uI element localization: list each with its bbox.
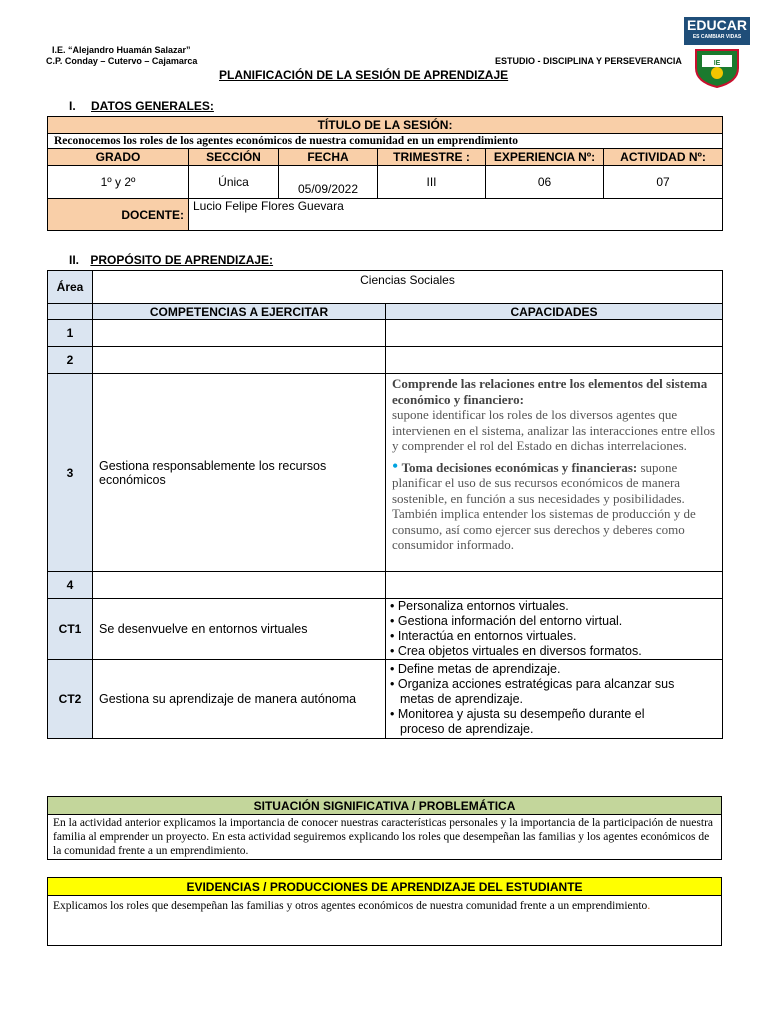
evidencias-body (48, 896, 722, 946)
col-experiencia: EXPERIENCIA Nº: (486, 149, 604, 166)
area-value: Ciencias Sociales (93, 271, 723, 304)
ct1-cap-3: • Interactúa en entornos virtuales. (390, 629, 577, 643)
page-title: PLANIFICACIÓN DE LA SESIÓN DE APRENDIZAJE (219, 68, 509, 82)
val-experiencia: 06 (486, 166, 604, 199)
section-2-heading (69, 253, 273, 267)
cap-2-text: supone planificar el uso de sus recursos económicos de manera sostenible, en función a sus necesidades y posibilidades. También implica entender los sistemas de producción y de consumo, así como ejercer sus derechos y deberes como consumidor informado. (392, 459, 696, 552)
area-label: Área (48, 271, 93, 304)
school-name: I.E. “Alejandro Huamán Salazar” (52, 45, 191, 55)
val-grado: 1º y 2º (48, 166, 189, 199)
cap-2 (392, 455, 716, 553)
col-fecha: FECHA (279, 149, 378, 166)
row-num-4: 4 (48, 572, 93, 599)
cap-1-text: supone identificar los roles de los diversos agentes que intervienen en el sistema, analizar las interacciones entre ellos y comprender el rol del Estado en dichas interrelaciones. (392, 407, 716, 453)
ct1-comp: Se desenvuelve en entornos virtuales (93, 599, 386, 660)
val-seccion: Única (189, 166, 279, 199)
row-1-comp (93, 320, 386, 347)
shield-letters: IE (713, 60, 721, 67)
row-num-1: 1 (48, 320, 93, 347)
ct1-cap-4: • Crea objetos virtuales en diversos formatos. (390, 644, 642, 658)
evidencias-text: Explicamos los roles que desempeñan las familias y otros agentes económicos de nuestra comunidad frente a un emprendimiento (53, 900, 648, 912)
ct1-cap-1: • Personaliza entornos virtuales. (390, 599, 569, 613)
row-num-ct2: CT2 (48, 660, 93, 739)
school-shield-icon (692, 46, 742, 88)
col-actividad: ACTIVIDAD Nº: (604, 149, 723, 166)
logo-subtitle: ES CAMBIAR VIDAS (692, 34, 742, 40)
school-motto: ESTUDIO - DISCIPLINA Y PERSEVERANCIA (495, 56, 682, 66)
section-1-heading (69, 99, 214, 113)
row-1-cap (386, 320, 723, 347)
col-seccion: SECCIÓN (189, 149, 279, 166)
school-location: C.P. Conday – Cutervo – Cajamarca (46, 56, 198, 66)
logo-title: EDUCAR (687, 17, 747, 33)
evidencias-end-mark: . (647, 900, 651, 912)
titulo-value: Reconocemos los roles de los agentes económicos de nuestra comunidad en un emprendimiento (48, 134, 723, 149)
val-trimestre: III (378, 166, 486, 199)
ct2-comp: Gestiona su aprendizaje de manera autónoma (93, 660, 386, 739)
ct1-capacidades (386, 599, 723, 660)
section-1-number: I. (69, 99, 76, 113)
col-capacidades: CAPACIDADES (386, 304, 723, 320)
cap-1-title: Comprende las relaciones entre los elementos del sistema económico y financiero: (392, 376, 708, 407)
ct2-cap-1: • Define metas de aprendizaje. (390, 661, 561, 676)
ct2-cap-2: • Organiza acciones estratégicas para alcanzar sus (390, 676, 675, 691)
section-1-label: DATOS GENERALES: (91, 99, 214, 113)
val-actividad: 07 (604, 166, 723, 199)
titulo-label: TÍTULO DE LA SESIÓN: (48, 117, 723, 134)
row-2-cap (386, 347, 723, 374)
situacion-text: En la actividad anterior explicamos la importancia de conocer nuestras características personales y la importancia de la participación de nuestra familia al emprender un proyecto. En esta actividad seguiremos explicando los roles que desempeñan las familias y los agentes económicos de la comunidad frente a un emprendimiento. (48, 815, 722, 860)
row-4-comp (93, 572, 386, 599)
row-4-cap (386, 572, 723, 599)
row-num-2: 2 (48, 347, 93, 374)
situacion-table (47, 796, 722, 860)
row-2-comp (93, 347, 386, 374)
ct1-cap-2: • Gestiona información del entorno virtual. (390, 614, 623, 628)
row-num-ct1: CT1 (48, 599, 93, 660)
val-fecha: 05/09/2022 (279, 166, 378, 199)
educar-logo (684, 17, 750, 45)
situacion-title: SITUACIÓN SIGNIFICATIVA / PROBLEMÁTICA (48, 797, 722, 815)
bullet-icon: • (392, 455, 399, 476)
ct2-capacidades (386, 660, 723, 739)
ct2-cap-2-cont: metas de aprendizaje. (400, 691, 523, 706)
ct2-cap-3-cont: proceso de aprendizaje. (400, 721, 534, 736)
docente-value: Lucio Felipe Flores Guevara (189, 199, 723, 231)
row-3-capacidades (386, 374, 723, 572)
docente-label: DOCENTE: (48, 199, 189, 231)
evidencias-title: EVIDENCIAS / PRODUCCIONES DE APRENDIZAJE DEL ESTUDIANTE (48, 878, 722, 896)
proposito-table (47, 270, 723, 739)
col-trimestre: TRIMESTRE : (378, 149, 486, 166)
col-grado: GRADO (48, 149, 189, 166)
cap-2-title: Toma decisiones económicas y financieras: (401, 459, 638, 475)
row-num-3: 3 (48, 374, 93, 572)
col-competencias: COMPETENCIAS A EJERCITAR (93, 304, 386, 320)
ct2-cap-3: • Monitorea y ajusta su desempeño durante el (390, 706, 645, 721)
row-3-comp: Gestiona responsablemente los recursos económicos (93, 374, 386, 572)
section-2-label: PROPÓSITO DE APRENDIZAJE: (90, 253, 274, 267)
evidencias-table (47, 877, 722, 946)
section-2-number: II. (69, 253, 80, 267)
datos-generales-table (47, 116, 723, 231)
